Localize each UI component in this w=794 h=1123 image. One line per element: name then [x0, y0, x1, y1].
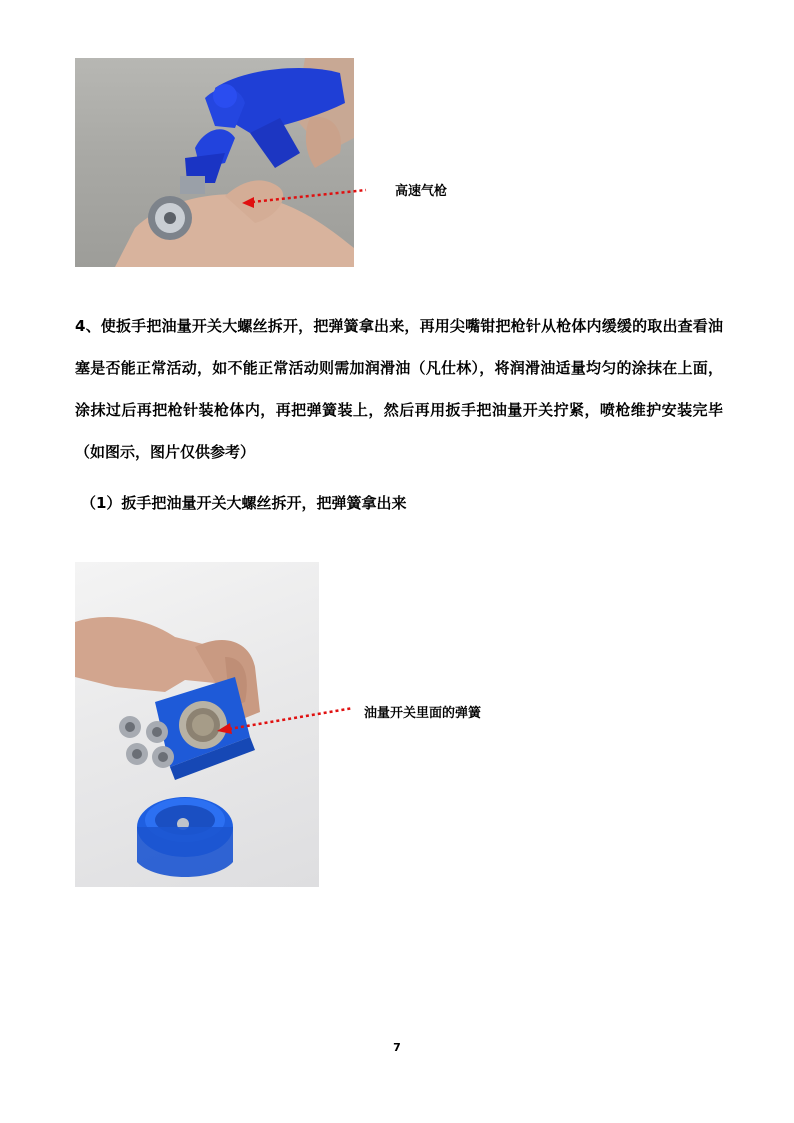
page-number: 7 — [393, 1041, 401, 1054]
callout-arrow-2 — [215, 704, 357, 734]
instruction-paragraph: 4、使扳手把油量开关大螺丝拆开，把弹簧拿出来，再用尖嘴钳把枪针从枪体内缓缓的取出查看油塞是否能正常活动，如不能正常活动则需加润滑油（凡仕林），将润滑油适量均匀的涂抹在上面，涂抹过后再把枪针装枪体内，再把弹簧装上，然后再用扳手把油量开关拧紧，喷枪维护安装完毕（如图示，图片仅供参考） — [75, 317, 723, 461]
step-1-heading: （1）扳手把油量开关大螺丝拆开，把弹簧拿出来 — [81, 494, 407, 512]
callout-arrow-1 — [240, 186, 370, 208]
callout-label-spray-gun: 高速气枪 — [395, 184, 448, 199]
callout-label-spring: 油量开关里面的弹簧 — [364, 706, 482, 721]
spray-gun-photo — [75, 58, 354, 267]
